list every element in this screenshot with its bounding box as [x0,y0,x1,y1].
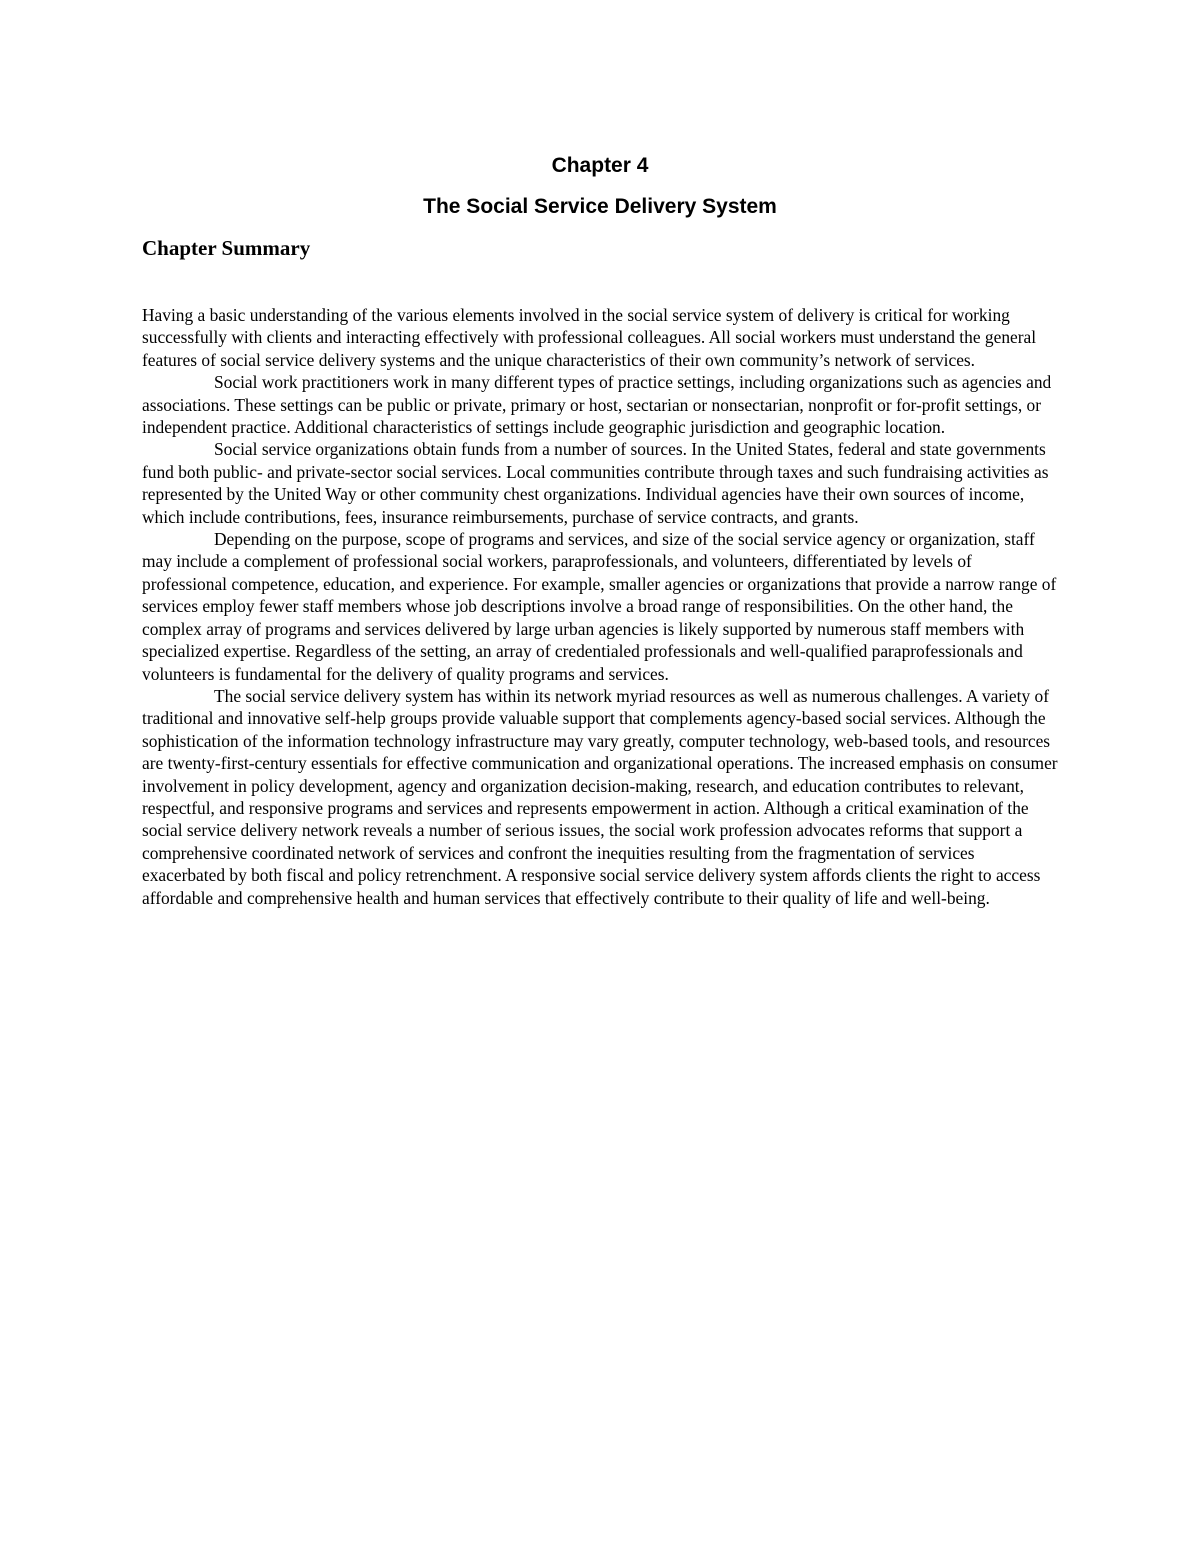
summary-paragraph-3: Social service organizations obtain funds from a number of sources. In the United States, federal and state governments fund both public- and private-sector social services. Local communities contribute through taxes and such fundraising activities as represented by the United Way or other community chest organizations. Individual agencies have their own sources of income, which include contributions, fees, insurance reimbursements, purchase of service contracts, and grants. [142,439,1049,527]
summary-paragraph-2: Social work practitioners work in many different types of practice settings, including organizations such as agencies and associations. These settings can be public or private, primary or host, sectarian or nonsectarian, nonprofit or for-profit settings, or independent practice. Additional characteristics of settings include geographic jurisdiction and geographic location. [142,372,1052,438]
summary-paragraph-5: The social service delivery system has within its network myriad resources as well as numerous challenges. A variety of traditional and innovative self-help groups provide valuable support that complements agency-based social services. Although the sophistication of the information technology infrastructure may vary greatly, computer technology, web-based tools, and resources are twenty-first-century essentials for effective communication and organizational operations. The increased emphasis on consumer involvement in policy development, agency and organization decision-making, research, and education contributes to relevant, respectful, and responsive programs and services and represents empowerment in action. Although a critical examination of the social service delivery network reveals a number of serious issues, the social work profession advocates reforms that support a comprehensive coordinated network of services and confront the inequities resulting from the fragmentation of services exacerbated by both fiscal and policy retrenchment. A responsive social service delivery system affords clients the right to access affordable and comprehensive health and human services that effectively contribute to their quality of life and well-being. [142,685,1058,908]
section-heading: Chapter Summary [142,236,311,260]
chapter-number: Chapter 4 [551,154,649,177]
chapter-title: The Social Service Delivery System [423,195,777,218]
summary-body [142,304,1060,909]
summary-paragraph-4: Depending on the purpose, scope of programs and services, and size of the social service agency or organization, staff may include a complement of professional social workers, paraprofessionals, and volunteers, differentiated by levels of professional competence, education, and experience. For example, smaller agencies or organizations that provide a narrow range of services employ fewer staff members whose job descriptions involve a broad range of responsibilities. On the other hand, the complex array of programs and services delivered by large urban agencies is likely supported by numerous staff members with specialized expertise. Regardless of the setting, an array of credentialed professionals and well-qualified paraprofessionals and volunteers is fundamental for the delivery of quality programs and services. [142,529,1057,684]
summary-paragraph-1: Having a basic understanding of the various elements involved in the social service system of delivery is critical for working successfully with clients and interacting effectively with professional colleagues. All social workers must understand the general features of social service delivery systems and the unique characteristics of their own community’s network of services. [142,305,1037,370]
